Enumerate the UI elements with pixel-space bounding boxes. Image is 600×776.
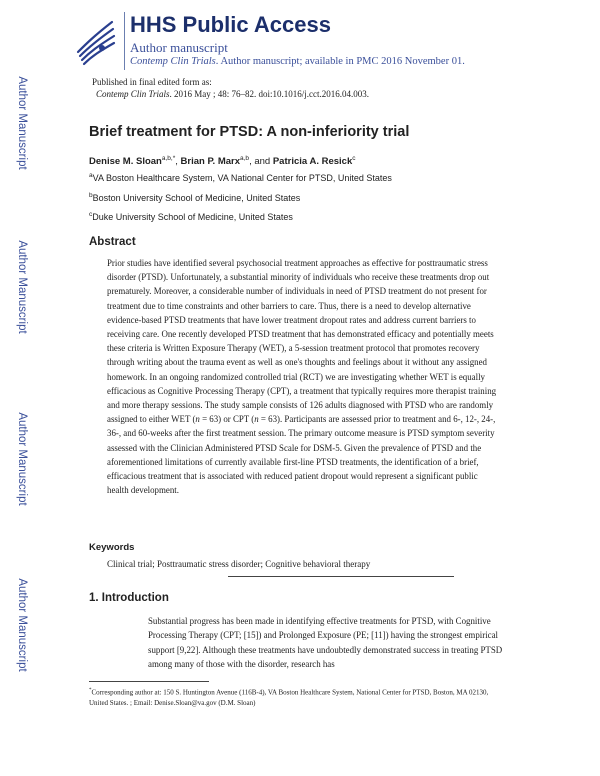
author-name: Brian P. Marx: [180, 156, 241, 168]
author-separator: ,: [175, 156, 181, 168]
banner-title: HHS Public Access: [130, 12, 331, 37]
author-affiliation-marker: a,b,*: [161, 155, 176, 162]
affiliation-a: $^a$VA Boston Healthcare System, VA National Center for PTSD, United States: [89, 172, 392, 183]
citation-details: . 2016 May ; 48: 76–82. doi:10.1016/j.cct.2016.04.003.: [169, 89, 370, 99]
affiliation-c: $^c$Duke University School of Medicine, United States: [89, 211, 293, 222]
hhs-eagle-logo-icon: [72, 14, 118, 66]
keywords-divider: [228, 576, 454, 577]
author-name: Patricia A. Resick: [272, 156, 353, 168]
author-name: Denise M. Sloan: [89, 156, 162, 168]
side-label-1: Author Manuscript: [16, 76, 28, 170]
footnote: *Corresponding author at: 150 S. Huntington Avenue (116B-4), VA Boston Healthcare System, National Center for PTSD, Boston, MA 02130, United States. ; Email: Denise.Sloan@va.gov (D.M. Sloan): [89, 688, 489, 707]
author-separator: , and: [249, 156, 273, 168]
banner-divider: [124, 12, 125, 70]
author-affiliation-marker: a,b: [240, 155, 250, 162]
keywords-text: Clinical trial; Posttraumatic stress disorder; Cognitive behavioral therapy: [107, 559, 371, 569]
banner-status: [130, 56, 465, 67]
banner-status-text: . Author manuscript; available in PMC 2016 November 01.: [215, 56, 465, 67]
affiliation-b: $^b$Boston University School of Medicine, United States: [89, 192, 301, 203]
citation: [96, 89, 369, 99]
citation-journal: Contemp Clin Trials: [96, 89, 170, 99]
published-label: Published in final edited form as:: [92, 77, 212, 87]
keywords-heading: Keywords: [89, 542, 135, 553]
article-title: Brief treatment for PTSD: A non-inferiority trial: [89, 124, 410, 140]
side-label-2: Author Manuscript: [16, 240, 28, 334]
footnote-divider: [89, 681, 209, 682]
banner-subtitle: Author manuscript: [130, 40, 228, 55]
introduction-body: Substantial progress has been made in identifying effective treatments for PTSD, with Cognitive Processing Therapy (CPT; [15]) and Prolonged Exposure (PE; [11]) having the strongest empirical support [9,22]. Although these treatments have undoubtedly demonstrated success in treating PTSD among many of those with the disorder, research has: [148, 616, 503, 670]
introduction-heading: 1. Introduction: [89, 592, 169, 604]
abstract-heading: Abstract: [89, 236, 136, 248]
side-label-3: Author Manuscript: [16, 412, 28, 506]
author-affiliation-marker: c: [352, 155, 356, 162]
abstract-body: Prior studies have identified several psychosocial treatment approaches as effective for posttraumatic stress disorder (PTSD). Unfortunately, a substantial minority of individuals who receive these treatments drop out prematurely. Moreover, a considerable number of individuals in need of PTSD treatment do not present for treatment due to time constraints and other barriers to care. Thus, there is a need to develop alternative evidence-based PTSD treatments that have lower treatment dropout rates and address current barriers to receiving care. One recently developed PTSD treatment that has demonstrated efficacy and potentially meets these criteria is Written Exposure Therapy (WET), a 5-session treatment protocol that promotes recovery through writing about the trauma event as well as one's thoughts and feelings about it without any assigned homework. In an ongoing randomized controlled trial (RCT) we are investigating whether WET is equally efficacious as Cognitive Processing Therapy (CPT), a treatment that typically requires more therapist training and more therapy sessions. The study sample consists of 126 adults diagnosed with PTSD who are randomly assigned to either WET (n = 63) or CPT (n = 63). Participants are assessed prior to treatment and 6-, 12-, 24-, 36-, and 60-weeks after the first treatment session. The primary outcome measure is PTSD symptom severity assessed with the Clinician Administered PTSD Scale for DSM-5. Given the prevalence of PTSD and the aforementioned limitations of currently available first-line PTSD treatments, the identification of a brief, efficacious treatment that is associated with reduced patient dropout would represent a significant public health development.: [107, 258, 497, 496]
banner-journal: Contemp Clin Trials: [130, 56, 216, 67]
side-label-4: Author Manuscript: [16, 578, 28, 672]
author-list: [89, 155, 355, 167]
